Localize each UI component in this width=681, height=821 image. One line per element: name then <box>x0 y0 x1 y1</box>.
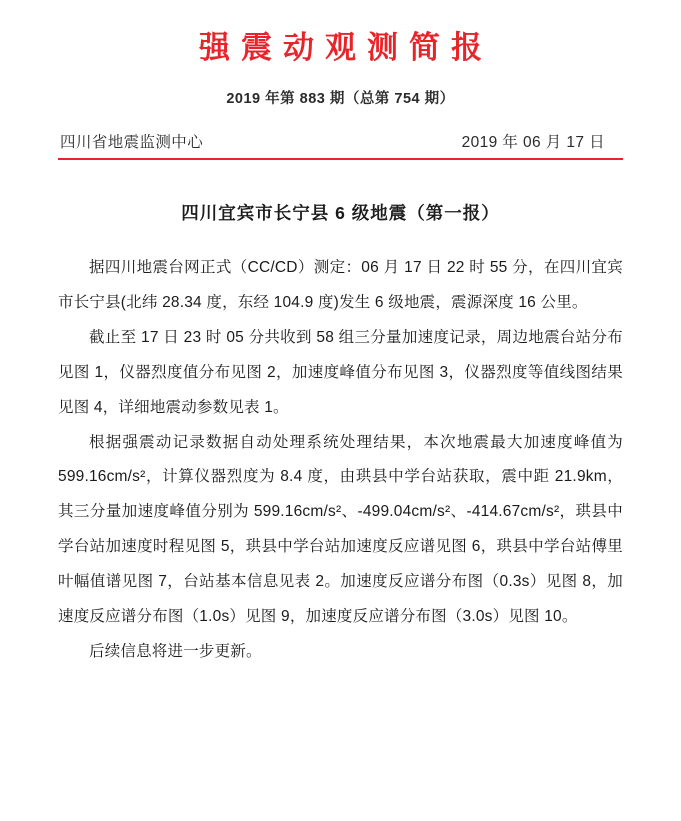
body-paragraph: 截止至 17 日 23 时 05 分共收到 58 组三分量加速度记录，周边地震台站分布见图 1，仪器烈度值分布见图 2，加速度峰值分布见图 3，仪器烈度等值线图结果见图 4，详细地震动参数见表 1。 <box>58 328 623 416</box>
body-paragraph: 根据强震动记录数据自动处理系统处理结果，本次地震最大加速度峰值为 599.16cm/s²，计算仪器烈度为 8.4 度，由珙县中学台站获取，震中距 21.9km，其三分量加速度峰值分别为 599.16cm/s²、-499.04cm/s²、-414.67cm/s²，珙县中学台站加速度时程见图 5，珙县中学台站加速度反应谱见图 6，珙县中学台站傅里叶幅值谱见图 7，台站基本信息见表 2。加速度反应谱分布图（0.3s）见图 8，加速度反应谱分布图（1.0s）见图 9，加速度反应谱分布图（3.0s）见图 10。 <box>58 433 623 625</box>
document-meta-row <box>58 130 623 152</box>
body-paragraph: 后续信息将进一步更新。 <box>89 642 262 660</box>
issue-number-line: 2019 年第 883 期（总第 754 期） <box>226 91 455 108</box>
document-body <box>58 251 623 670</box>
page-title: 四川宜宾市长宁县 6 级地震（第一报） <box>181 203 500 224</box>
issuer-name: 四川省地震监测中心 <box>60 134 204 152</box>
header-divider <box>58 158 623 160</box>
masthead-title: 强震动观测简报 <box>199 30 493 66</box>
issue-date: 2019 年 06 月 17 日 <box>461 134 605 152</box>
body-paragraph: 据四川地震台网正式（CC/CD）测定：06 月 17 日 22 时 55 分，在四川宜宾市长宁县(北纬 28.34 度，东经 104.9 度)发生 6 级地震，震源深度 16 公里。 <box>58 259 623 312</box>
